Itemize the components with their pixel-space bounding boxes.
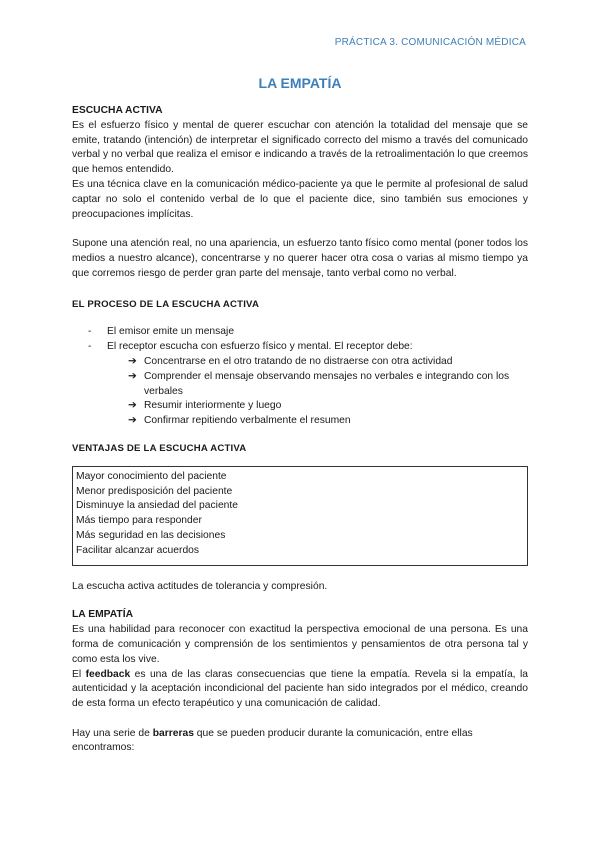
empatia-paragraph-3: Hay una serie de barreras que se pueden producir durante la comunicación, entre ellas encontramos: (72, 727, 473, 754)
list-item: ➔ Confirmar repitiendo verbalmente el resumen (72, 414, 528, 429)
list-item: - El emisor emite un mensaje (72, 325, 528, 340)
list-item: ➔ Resumir interiormente y luego (72, 399, 528, 414)
arrow-right-icon: ➔ (128, 415, 137, 427)
list-item: Menor predisposición del paciente (76, 485, 233, 497)
arrow-right-icon: ➔ (128, 355, 137, 367)
list-item: ➔ Comprender el mensaje observando mensajes no verbales e integrando con los verbales (128, 370, 510, 397)
running-header: PRÁCTICA 3. COMUNICACIÓN MÉDICA (334, 37, 526, 48)
ventajas-box (72, 466, 528, 566)
escucha-paragraph-3: Supone una atención real, no una apariencia, un esfuerzo tanto físico como mental (poner todos los medios a nuestro alcance), concentrarse y no querer hacer otra cosa o varias al mismo tiempo ya que corremos riesgo de perder gran parte del mensaje, tanto verbal como no verbal. (72, 238, 528, 279)
ventajas-note: La escucha activa actitudes de tolerancia y compresión. (72, 580, 328, 592)
escucha-paragraph-1: Es el esfuerzo físico y mental de querer escuchar con atención la totalidad del mensaje que se emite, tratando (intención) de interpretar el significado correcto del mismo a través del comunicado verbal y no verbal que realiza el emisor e indicando a través de la retroalimentación lo que creemos que hemos entendido. (72, 119, 528, 176)
list-item: Más tiempo para responder (76, 515, 202, 527)
feedback-term: feedback (85, 668, 131, 680)
proceso-list (72, 325, 528, 355)
list-item: Más seguridad en las decisiones (76, 529, 226, 541)
list-item: - El receptor escucha con esfuerzo físico y mental. El receptor debe: (72, 340, 528, 355)
page-title: LA EMPATÍA (258, 75, 342, 91)
dash-bullet: - (88, 326, 92, 338)
ventajas-heading: VENTAJAS DE LA ESCUCHA ACTIVA (72, 442, 247, 454)
escucha-heading: ESCUCHA ACTIVA (72, 105, 163, 116)
barreras-term: barreras (152, 727, 194, 739)
list-item: Facilitar alcanzar acuerdos (76, 544, 200, 556)
proceso-sublist (72, 355, 528, 429)
empatia-paragraph-1: Es una habilidad para reconocer con exactitud la perspectiva emocional de una persona. Es una forma de comunicación y comprensión de los sentimientos y pensamientos de otra persona tal y como esta los vive. (72, 624, 528, 665)
document-body (72, 104, 528, 756)
list-item: Disminuye la ansiedad del paciente (76, 500, 238, 512)
escucha-paragraph-2: Es una técnica clave en la comunicación médico-paciente ya que le permite al profesional de salud captar no solo el contenido verbal de lo que el paciente dice, sino también sus emociones y preocupaciones implícitas. (72, 178, 528, 220)
dash-bullet: - (88, 341, 92, 353)
empatia-heading: LA EMPATÍA (72, 609, 134, 621)
proceso-heading: EL PROCESO DE LA ESCUCHA ACTIVA (72, 298, 260, 310)
arrow-right-icon: ➔ (128, 370, 137, 382)
list-item: Mayor conocimiento del paciente (76, 470, 227, 482)
empatia-paragraph-2: El feedback es una de las claras consecuencias que tiene la empatía. Revela si la empatía, la autenticidad y la aceptación incondicional del paciente han sido integrados por el médico, creando de esta forma un efecto terapéutico y una comunicación de calidad. (72, 668, 528, 710)
arrow-right-icon: ➔ (128, 400, 137, 412)
list-item: ➔ Concentrarse en el otro tratando de no distraerse con otra actividad (72, 355, 528, 370)
